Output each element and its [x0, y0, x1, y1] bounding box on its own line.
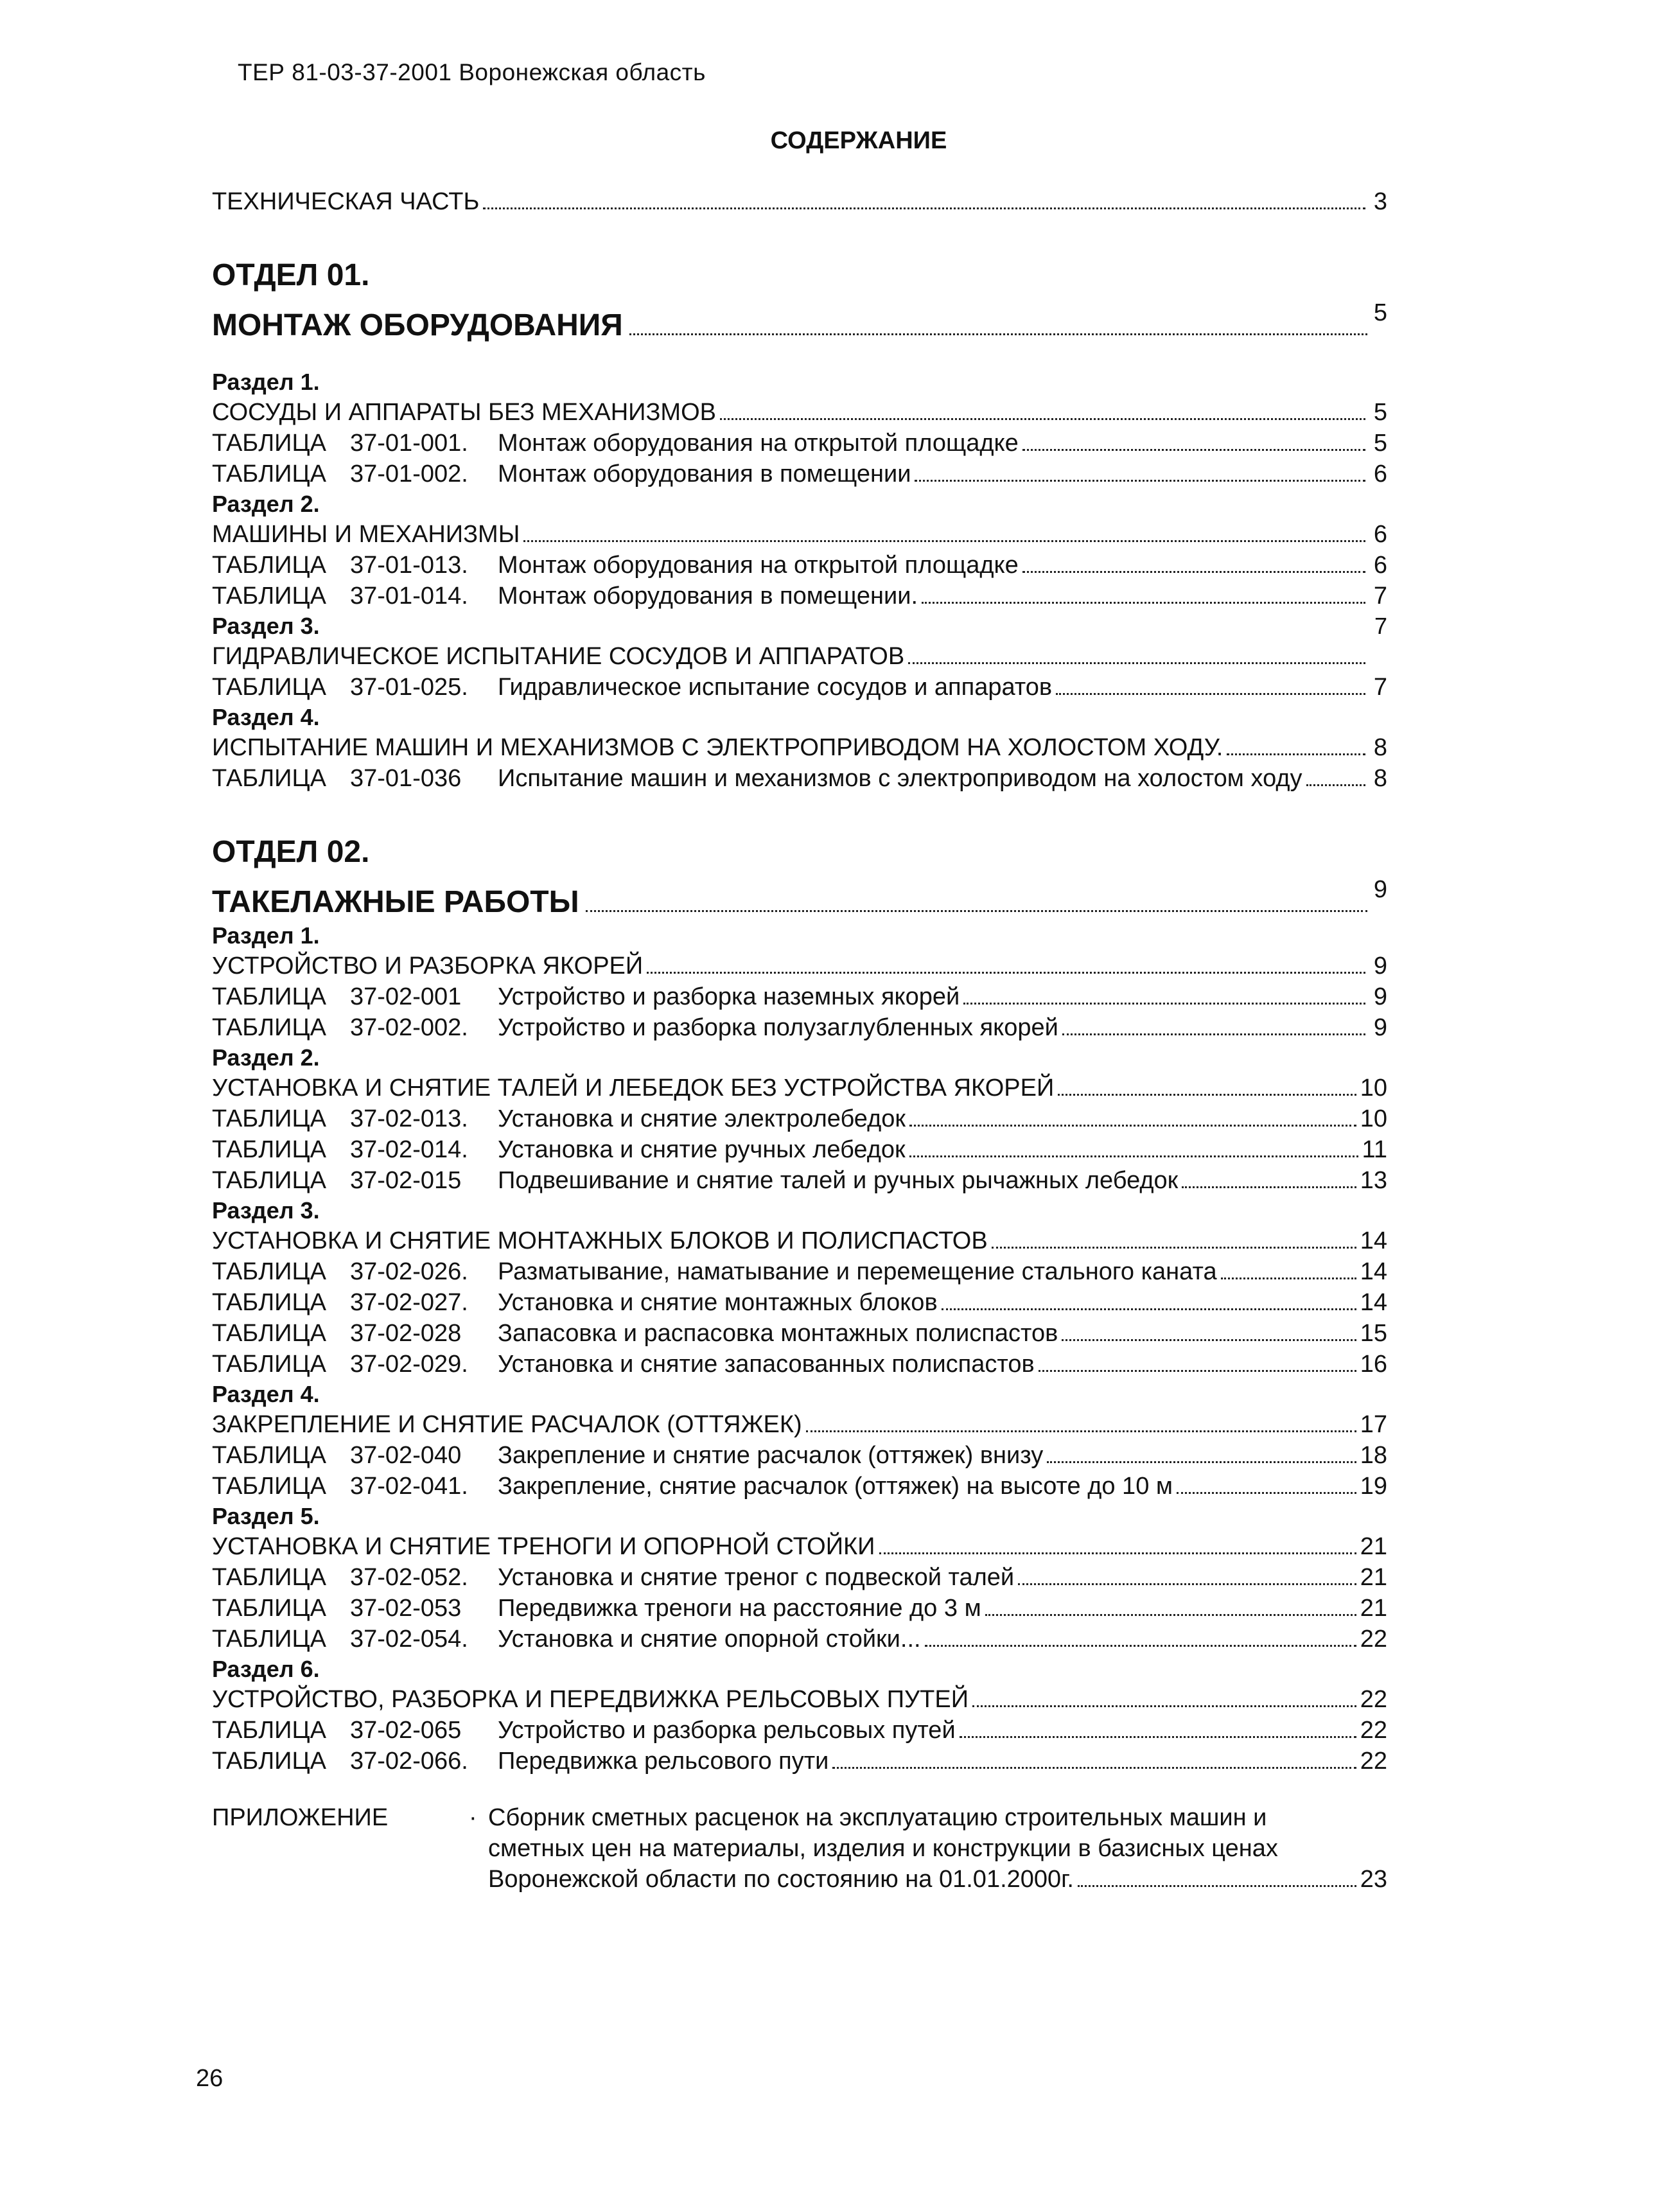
- table-title: Передвижка рельсового пути: [498, 1748, 829, 1775]
- section-name: УСТРОЙСТВО, РАЗБОРКА И ПЕРЕДВИЖКА РЕЛЬСОВЫХ ПУТЕЙ: [212, 1686, 969, 1713]
- section-label: [212, 921, 1387, 951]
- section-label-text: Раздел 4.: [212, 704, 320, 730]
- appendix-label: ПРИЛОЖЕНИЕ: [212, 1804, 389, 1831]
- section-label: [212, 1655, 1387, 1684]
- toc-section-entry[interactable]: [212, 1225, 1387, 1256]
- dept-01-sections: [212, 367, 1387, 794]
- toc-table-entry[interactable]: [212, 981, 1387, 1012]
- toc-page-number: 14: [1360, 1289, 1387, 1316]
- toc-page-number: 22: [1360, 1626, 1387, 1653]
- section-name: УСТАНОВКА И СНЯТИЕ МОНТАЖНЫХ БЛОКОВ И ПОЛИСПАСТОВ: [212, 1227, 988, 1254]
- dot-leader: [647, 972, 1365, 974]
- section-name: ЗАКРЕПЛЕНИЕ И СНЯТИЕ РАСЧАЛОК (ОТТЯЖЕК): [212, 1411, 802, 1438]
- appendix-text: [488, 1802, 1387, 1895]
- table-title: Устройство и разборка полузаглубленных якорей: [498, 1014, 1058, 1041]
- toc-table-entry[interactable]: [212, 550, 1387, 581]
- table-prefix: ТАБЛИЦА: [212, 583, 326, 610]
- toc-page-number: 5: [1373, 430, 1387, 457]
- dot-leader: [1306, 784, 1365, 786]
- table-number: 37-02-028: [350, 1320, 462, 1347]
- toc-section-entry[interactable]: [212, 519, 1387, 550]
- dot-leader: [985, 1614, 1356, 1616]
- table-number: 37-02-052.: [350, 1564, 468, 1591]
- dot-leader: [915, 480, 1365, 482]
- appendix-entry[interactable]: [212, 1802, 1387, 1895]
- toc-page-number: 9: [1373, 952, 1387, 979]
- table-title: Установка и снятие электролебедок: [498, 1105, 906, 1132]
- table-prefix: ТАБЛИЦА: [212, 1289, 326, 1316]
- dot-leader: [523, 540, 1365, 542]
- table-title: Монтаж оборудования на открытой площадке: [498, 552, 1019, 579]
- dot-leader: [879, 1552, 1356, 1554]
- table-title: Устройство и разборка рельсовых путей: [498, 1717, 956, 1744]
- document-header: ТЕР 81-03-37-2001 Воронежская область: [238, 59, 706, 85]
- dot-leader: [483, 207, 1365, 209]
- toc-table-entry[interactable]: [212, 1593, 1387, 1624]
- section-label: [212, 611, 1387, 641]
- dot-leader: [1062, 1339, 1356, 1341]
- toc-table-entry[interactable]: [212, 1134, 1387, 1165]
- section-name: МАШИНЫ И МЕХАНИЗМЫ: [212, 521, 520, 548]
- dot-leader: [1018, 1583, 1356, 1585]
- table-number: 37-02-013.: [350, 1105, 468, 1132]
- table-prefix: ТАБЛИЦА: [212, 1167, 326, 1194]
- section-label: [212, 1043, 1387, 1073]
- table-prefix: ТАБЛИЦА: [212, 1717, 326, 1744]
- table-number: 37-02-066.: [350, 1748, 468, 1775]
- section-label: [212, 489, 1387, 519]
- dot-leader: [972, 1705, 1356, 1707]
- toc-section-entry[interactable]: [212, 397, 1387, 428]
- section-label-text: Раздел 3.: [212, 613, 320, 639]
- section-label: [212, 1196, 1387, 1225]
- table-number: 37-02-041.: [350, 1473, 468, 1500]
- section-label-text: Раздел 1.: [212, 369, 320, 395]
- toc-table-entry[interactable]: [212, 1349, 1387, 1380]
- section-name: ИСПЫТАНИЕ МАШИН И МЕХАНИЗМОВ С ЭЛЕКТРОПРИВОДОМ НА ХОЛОСТОМ ХОДУ.: [212, 734, 1223, 761]
- toc-table-entry[interactable]: [212, 1012, 1387, 1043]
- toc-page-number: 11: [1362, 1136, 1387, 1163]
- toc-page-number: 8: [1373, 765, 1387, 792]
- toc-page-number: 22: [1360, 1717, 1387, 1744]
- toc-section-entry[interactable]: [212, 1073, 1387, 1103]
- toc-page-number: 21: [1360, 1595, 1387, 1622]
- section-name: ГИДРАВЛИЧЕСКОЕ ИСПЫТАНИЕ СОСУДОВ И АППАРАТОВ: [212, 643, 905, 670]
- toc-table-entry[interactable]: [212, 1440, 1387, 1471]
- table-prefix: ТАБЛИЦА: [212, 1626, 326, 1653]
- toc-page-number: 9: [1373, 1014, 1387, 1041]
- dot-leader: [1227, 753, 1365, 755]
- toc-page-number: 14: [1360, 1227, 1387, 1254]
- appendix-line: Сборник сметных расценок на эксплуатацию строительных машин и: [488, 1804, 1267, 1831]
- table-title: Установка и снятие ручных лебедок: [498, 1136, 906, 1163]
- table-title: Установка и снятие опорной стойки...: [498, 1626, 921, 1653]
- table-number: 37-02-065: [350, 1717, 462, 1744]
- table-prefix: ТАБЛИЦА: [212, 1258, 326, 1285]
- table-title: Монтаж оборудования в помещении.: [498, 583, 918, 610]
- table-title: Устройство и разборка наземных якорей: [498, 983, 960, 1010]
- toc-page-number: 15: [1360, 1320, 1387, 1347]
- section-label: [212, 703, 1387, 732]
- table-prefix: ТАБЛИЦА: [212, 1136, 326, 1163]
- spacer: [320, 611, 1374, 641]
- section-label-text: Раздел 2.: [212, 1044, 320, 1071]
- toc-table-entry[interactable]: [212, 1318, 1387, 1349]
- table-title: Установка и снятие монтажных блоков: [498, 1289, 938, 1316]
- table-number: 37-01-025.: [350, 674, 468, 701]
- table-title: Установка и снятие запасованных полиспастов: [498, 1351, 1035, 1378]
- dot-leader: [1062, 1033, 1365, 1035]
- table-title: Подвешивание и снятие талей и ручных рычажных лебедок: [498, 1167, 1179, 1194]
- toc-table-entry[interactable]: [212, 1746, 1387, 1777]
- dot-leader: [992, 1247, 1356, 1249]
- toc-section-entry[interactable]: [212, 1409, 1387, 1440]
- table-of-contents: [212, 186, 1387, 1895]
- table-title: Запасовка и распасовка монтажных полиспастов: [498, 1320, 1058, 1347]
- dept-01-heading[interactable]: [212, 294, 1387, 344]
- dot-leader: [1047, 1461, 1356, 1463]
- table-number: 37-02-054.: [350, 1626, 468, 1653]
- toc-page-number: 19: [1360, 1473, 1387, 1500]
- section-label: [212, 1380, 1387, 1409]
- toc-page-number: 10: [1360, 1075, 1387, 1102]
- table-prefix: ТАБЛИЦА: [212, 552, 326, 579]
- section-label-text: Раздел 3.: [212, 1197, 320, 1224]
- toc-page-number: 16: [1360, 1351, 1387, 1378]
- toc-page-number: 9: [1373, 983, 1387, 1010]
- table-title: Гидравлическое испытание сосудов и аппаратов: [498, 674, 1053, 701]
- toc-table-entry[interactable]: [212, 1287, 1387, 1318]
- table-prefix: ТАБЛИЦА: [212, 1473, 326, 1500]
- dot-leader: [1022, 449, 1365, 451]
- toc-page-number: 13: [1360, 1167, 1387, 1194]
- toc-table-entry[interactable]: [212, 1562, 1387, 1593]
- toc-page-number: 23: [1360, 1866, 1387, 1893]
- dot-leader: [908, 662, 1365, 664]
- table-title: Закрепление, снятие расчалок (оттяжек) на высоте до 10 м: [498, 1473, 1173, 1500]
- toc-table-entry[interactable]: [212, 1715, 1387, 1746]
- table-prefix: ТАБЛИЦА: [212, 765, 326, 792]
- table-prefix: ТАБЛИЦА: [212, 1442, 326, 1469]
- toc-page-number: 9: [1373, 876, 1387, 903]
- dot-leader: [1056, 693, 1365, 695]
- toc-table-entry[interactable]: [212, 581, 1387, 611]
- toc-page-number: 17: [1360, 1411, 1387, 1438]
- table-title: Передвижка треноги на расстояние до 3 м: [498, 1595, 981, 1622]
- toc-table-entry[interactable]: [212, 1624, 1387, 1655]
- toc-page-number: 6: [1373, 461, 1387, 487]
- table-title: Установка и снятие треног с подвеской талей: [498, 1564, 1015, 1591]
- dot-leader: [925, 1645, 1356, 1647]
- table-prefix: ТАБЛИЦА: [212, 1105, 326, 1132]
- dept-02-sections: [212, 921, 1387, 1777]
- toc-table-entry[interactable]: [212, 1165, 1387, 1196]
- toc-table-entry[interactable]: [212, 459, 1387, 489]
- section-name: УСТРОЙСТВО И РАЗБОРКА ЯКОРЕЙ: [212, 952, 644, 979]
- table-number: 37-02-002.: [350, 1014, 468, 1041]
- appendix-last-line: [488, 1864, 1387, 1895]
- table-title: Монтаж оборудования в помещении: [498, 461, 911, 487]
- toc-page-number: 5: [1373, 299, 1387, 326]
- toc-page-number: 22: [1360, 1686, 1387, 1713]
- table-prefix: ТАБЛИЦА: [212, 1595, 326, 1622]
- dept-02-heading[interactable]: [212, 871, 1387, 921]
- section-label-text: Раздел 5.: [212, 1503, 320, 1529]
- table-number: 37-01-013.: [350, 552, 468, 579]
- section-label-text: Раздел 4.: [212, 1381, 320, 1407]
- dot-leader: [1022, 571, 1365, 573]
- dot-leader: [922, 602, 1365, 604]
- table-title: Испытание машин и механизмов с электроприводом на холостом ходу: [498, 765, 1302, 792]
- dot-leader: [806, 1430, 1356, 1432]
- section-name: СОСУДЫ И АППАРАТЫ БЕЗ МЕХАНИЗМОВ: [212, 399, 716, 426]
- dot-leader: [586, 910, 1367, 912]
- toc-section-entry[interactable]: [212, 1531, 1387, 1562]
- toc-page-number: 5: [1373, 399, 1387, 426]
- table-title: Монтаж оборудования на открытой площадке: [498, 430, 1019, 457]
- toc-page-number: 8: [1373, 734, 1387, 761]
- page-title: СОДЕРЖАНИЕ: [770, 127, 947, 154]
- toc-page-number: 7: [1373, 583, 1387, 610]
- dept-02-label: ОТДЕЛ 02.: [212, 835, 370, 869]
- dept-01-name: МОНТАЖ ОБОРУДОВАНИЯ: [212, 308, 623, 342]
- dot-leader: [1177, 1492, 1356, 1494]
- toc-table-entry[interactable]: [212, 1103, 1387, 1134]
- toc-page-number: 7: [1373, 674, 1387, 701]
- dept-01-label: ОТДЕЛ 01.: [212, 258, 370, 292]
- table-prefix: ТАБЛИЦА: [212, 430, 326, 457]
- table-number: 37-02-026.: [350, 1258, 468, 1285]
- toc-page-number: 14: [1360, 1258, 1387, 1285]
- table-prefix: ТАБЛИЦА: [212, 1564, 326, 1591]
- toc-section-entry[interactable]: [212, 641, 1387, 672]
- appendix-line: сметных цен на материалы, изделия и конструкции в базисных ценах: [488, 1835, 1278, 1862]
- table-number: 37-02-015: [350, 1167, 462, 1194]
- dot-leader: [1078, 1885, 1356, 1887]
- toc-section-entry[interactable]: [212, 732, 1387, 763]
- table-prefix: ТАБЛИЦА: [212, 1320, 326, 1347]
- dept-02-name: ТАКЕЛАЖНЫЕ РАБОТЫ: [212, 885, 579, 919]
- dot-leader: [909, 1155, 1358, 1157]
- toc-page-number: 18: [1360, 1442, 1387, 1469]
- dot-leader: [1182, 1186, 1356, 1188]
- section-label-text: Раздел 6.: [212, 1656, 320, 1682]
- toc-page-number: 21: [1360, 1564, 1387, 1591]
- page-number: 26: [196, 2065, 224, 2092]
- toc-table-entry[interactable]: [212, 763, 1387, 794]
- dot-leader: [1058, 1094, 1356, 1096]
- dot-leader: [963, 1003, 1365, 1005]
- dot-leader: [942, 1308, 1356, 1310]
- toc-section-entry[interactable]: [212, 951, 1387, 981]
- toc-table-entry[interactable]: [212, 1256, 1387, 1287]
- dot-leader: [720, 418, 1365, 420]
- dot-leader: [960, 1736, 1356, 1738]
- table-number: 37-02-014.: [350, 1136, 468, 1163]
- table-prefix: ТАБЛИЦА: [212, 983, 326, 1010]
- section-name: УСТАНОВКА И СНЯТИЕ ТРЕНОГИ И ОПОРНОЙ СТОЙКИ: [212, 1533, 875, 1560]
- section-name: УСТАНОВКА И СНЯТИЕ ТАЛЕЙ И ЛЕБЕДОК БЕЗ УСТРОЙСТВА ЯКОРЕЙ: [212, 1075, 1055, 1102]
- toc-table-entry[interactable]: [212, 672, 1387, 703]
- appendix-bullet: ·: [469, 1804, 477, 1831]
- toc-entry-text: ТЕХНИЧЕСКАЯ ЧАСТЬ: [212, 188, 480, 215]
- table-prefix: ТАБЛИЦА: [212, 1014, 326, 1041]
- toc-page-number: 6: [1373, 552, 1387, 579]
- table-prefix: ТАБЛИЦА: [212, 674, 326, 701]
- table-number: 37-01-014.: [350, 583, 468, 610]
- appendix-line: Воронежской области по состоянию на 01.01.2000г.: [488, 1866, 1074, 1893]
- table-number: 37-02-001: [350, 983, 462, 1010]
- toc-entry-technical[interactable]: [212, 186, 1387, 217]
- dot-leader: [1039, 1370, 1356, 1372]
- toc-page-number: 7: [1374, 613, 1387, 639]
- table-number: 37-02-029.: [350, 1351, 468, 1378]
- table-title: Закрепление и снятие расчалок (оттяжек) внизу: [498, 1442, 1044, 1469]
- dot-leader: [832, 1767, 1356, 1769]
- toc-page-number: 21: [1360, 1533, 1387, 1560]
- toc-page-number: 22: [1360, 1748, 1387, 1775]
- table-number: 37-02-027.: [350, 1289, 468, 1316]
- table-number: 37-01-001.: [350, 430, 468, 457]
- section-label-text: Раздел 2.: [212, 491, 320, 517]
- toc-page-number: 3: [1373, 188, 1387, 215]
- toc-table-entry[interactable]: [212, 428, 1387, 459]
- table-prefix: ТАБЛИЦА: [212, 1351, 326, 1378]
- table-number: 37-02-053: [350, 1595, 462, 1622]
- dot-leader: [909, 1125, 1356, 1127]
- toc-table-entry[interactable]: [212, 1471, 1387, 1502]
- table-number: 37-02-040: [350, 1442, 462, 1469]
- table-title: Разматывание, наматывание и перемещение стального каната: [498, 1258, 1217, 1285]
- table-prefix: ТАБЛИЦА: [212, 461, 326, 487]
- section-label: [212, 367, 1387, 397]
- section-label: [212, 1502, 1387, 1531]
- table-prefix: ТАБЛИЦА: [212, 1748, 326, 1775]
- dot-leader: [629, 333, 1367, 335]
- dot-leader: [1221, 1277, 1356, 1279]
- section-label-text: Раздел 1.: [212, 922, 320, 949]
- toc-page-number: 10: [1360, 1105, 1387, 1132]
- toc-page-number: 6: [1373, 521, 1387, 548]
- toc-section-entry[interactable]: [212, 1684, 1387, 1715]
- table-number: 37-01-002.: [350, 461, 468, 487]
- table-number: 37-01-036: [350, 765, 462, 792]
